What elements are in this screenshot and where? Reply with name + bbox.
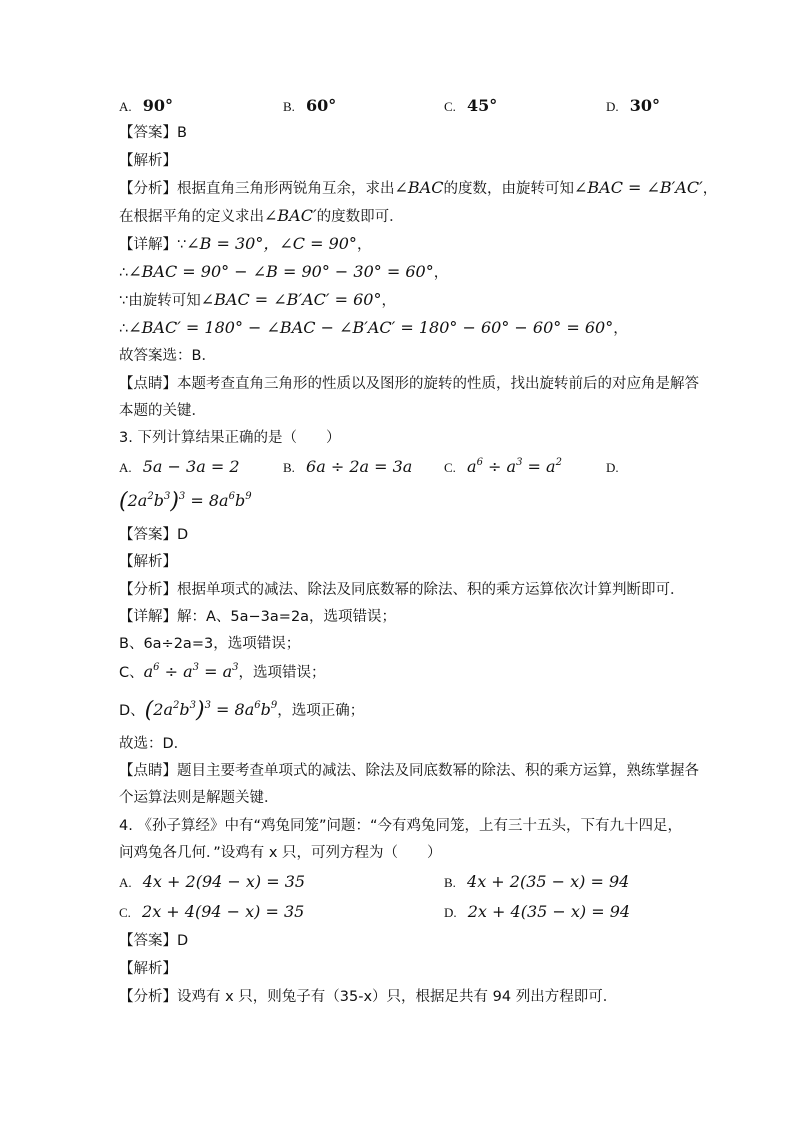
q3-option-b-label: B. xyxy=(283,460,295,475)
q4-option-b-label: B. xyxy=(444,875,456,890)
q2-answer: 【答案】B xyxy=(119,125,187,141)
q3-detail-d-suffix: ，选项正确； xyxy=(277,703,365,719)
q2-dianjing-line2: 本题的关键． xyxy=(119,403,206,419)
q3-detail-c-prefix: C、 xyxy=(119,665,144,681)
q2-option-b-value: 60° xyxy=(306,96,337,115)
q3-option-d xyxy=(606,457,619,478)
q3-option-d-expr: $(2a^2b^3)^3 = 8a^6b^9$ xyxy=(119,489,252,514)
q2-analysis-math2: ∠BAC = ∠B′AC′ xyxy=(573,178,703,197)
q3-dianjing-line2: 个运算法则是解题关键． xyxy=(119,790,279,806)
q2-detail-suffix1: ， xyxy=(356,237,372,253)
q3-answer: 【答案】D xyxy=(119,527,189,543)
q3-detail-d-prefix: D、 xyxy=(119,703,145,719)
q2-detail-line2 xyxy=(119,262,448,283)
q4-option-a-label: A. xyxy=(119,875,132,890)
q4-stem-line2: 问鸡兔各几何．”设鸡有 x 只，可列方程为（ ） xyxy=(119,845,442,861)
q2-detail-line4 xyxy=(119,318,628,339)
q4-option-b xyxy=(444,872,629,893)
q4-jiexi-heading: 【解析】 xyxy=(119,961,177,977)
q3-detail-b: B、6a÷2a=3，选项错误； xyxy=(119,636,301,652)
q3-option-a-expr: 5a − 3a = 2 xyxy=(142,457,240,476)
q4-analysis: 【分析】设鸡有 x 只，则兔子有（35-x）只，根据足共有 94 列出方程即可． xyxy=(119,989,618,1005)
q4-option-d-expr: 2x + 4(35 − x) = 94 xyxy=(467,902,631,921)
q2-analysis-line1 xyxy=(119,178,717,199)
q4-option-c-expr: 2x + 4(94 − x) = 35 xyxy=(142,902,305,921)
q2-option-b xyxy=(283,96,336,117)
q2-analysis-text3: ， xyxy=(702,181,718,197)
q2-detail-math2: ∠BAC = 90° − ∠B = 90° − 30° = 60° xyxy=(128,262,434,281)
q2-detail-suffix4: ， xyxy=(613,321,628,337)
q2-option-c xyxy=(444,96,497,117)
q3-dianjing-line1: 【点睛】题目主要考查单项式的减法、除法及同底数幂的除法、积的乘方运算，熟练掌握各 xyxy=(119,763,699,779)
q2-detail-math1: ∠B = 30°，∠C = 90° xyxy=(186,234,357,253)
q3-option-a-label: A. xyxy=(119,460,132,475)
q2-detail-prefix2: ∴ xyxy=(119,265,129,281)
q3-jiexi-heading: 【解析】 xyxy=(119,554,177,570)
q3-stem: 3. 下列计算结果正确的是（ ） xyxy=(119,430,341,446)
q2-detail-suffix3: ， xyxy=(381,293,396,309)
q4-option-b-expr: 4x + 2(35 − x) = 94 xyxy=(467,872,630,891)
q2-analysis-math3: ∠BAC′ xyxy=(264,206,317,225)
q3-detail-c xyxy=(119,662,326,683)
q3-analysis: 【分析】根据单项式的减法、除法及同底数幂的除法、积的乘方运算依次计算判断即可． xyxy=(119,582,685,598)
q2-option-d-label: D. xyxy=(606,99,619,114)
q2-detail-line5: 故答案选：B． xyxy=(119,348,216,364)
q3-detail-c-math: $a^6 \div a^3 = a^3$ xyxy=(143,662,239,681)
q4-answer: 【答案】D xyxy=(119,933,189,949)
q2-detail-math4: ∠BAC′ = 180° − ∠BAC − ∠B′AC′ = 180° − 60° − 60° = 60° xyxy=(128,318,614,337)
q3-detail-d xyxy=(119,700,364,721)
q2-detail-math3: ∠BAC = ∠B′AC′ = 60° xyxy=(200,290,382,309)
q2-analysis-text4: 在根据平角的定义求出 xyxy=(119,209,264,225)
q2-analysis-line2 xyxy=(119,206,404,227)
q2-option-d xyxy=(606,96,660,117)
q2-detail-prefix1: 【详解】∵ xyxy=(119,237,187,253)
q3-choose: 故选：D． xyxy=(119,736,189,752)
q4-option-c xyxy=(119,902,304,923)
q2-analysis-text2: 的度数，由旋转可知 xyxy=(443,181,574,197)
q4-option-a-expr: 4x + 2(94 − x) = 35 xyxy=(142,872,306,891)
q3-option-a xyxy=(119,457,240,478)
q2-detail-line1 xyxy=(119,234,371,255)
q2-dianjing-line1: 【点睛】本题考查直角三角形的性质以及图形的旋转的性质，找出旋转前后的对应角是解答 xyxy=(119,376,699,392)
q4-option-d xyxy=(444,902,630,923)
q3-option-c-label: C. xyxy=(444,460,456,475)
q2-option-c-label: C. xyxy=(444,99,456,114)
q3-option-c xyxy=(444,457,562,478)
q2-option-b-label: B. xyxy=(283,99,295,114)
q4-option-a xyxy=(119,872,305,893)
q2-option-a-value: 90° xyxy=(142,96,173,115)
q2-analysis-math1: ∠BAC xyxy=(394,178,444,197)
q3-option-c-expr: $a^6 \div a^3 = a^2$ xyxy=(467,457,562,476)
q3-detail-d-math: $(2a^2b^3)^3 = 8a^6b^9$ xyxy=(144,698,278,723)
q2-option-c-value: 45° xyxy=(467,96,498,115)
q3-option-b-expr: 6a ÷ 2a = 3a xyxy=(306,457,413,476)
q2-analysis-text5: 的度数即可． xyxy=(316,209,404,225)
q2-option-d-value: 30° xyxy=(629,96,660,115)
q2-detail-prefix3: ∵由旋转可知 xyxy=(119,293,201,309)
q2-jiexi-heading: 【解析】 xyxy=(119,153,177,169)
q3-detail-c-suffix: ，选项错误； xyxy=(238,665,326,681)
q2-analysis-text1: 【分析】根据直角三角形两锐角互余，求出 xyxy=(119,181,395,197)
q4-option-c-label: C. xyxy=(119,905,131,920)
q3-option-d-label: D. xyxy=(606,460,619,475)
q4-option-d-label: D. xyxy=(444,905,457,920)
q3-option-b xyxy=(283,457,412,478)
q4-stem-line1: 4. 《孙子算经》中有“鸡兔同笼”问题：“今有鸡兔同笼，上有三十五头，下有九十四足， xyxy=(119,818,682,834)
q2-option-a xyxy=(119,96,173,117)
q2-detail-line3 xyxy=(119,290,396,311)
q3-detail-a: 【详解】解：A、5a−3a=2a，选项错误； xyxy=(119,609,397,625)
q2-detail-prefix4: ∴ xyxy=(119,321,129,337)
q2-detail-suffix2: ， xyxy=(433,265,449,281)
q2-option-a-label: A. xyxy=(119,99,132,114)
